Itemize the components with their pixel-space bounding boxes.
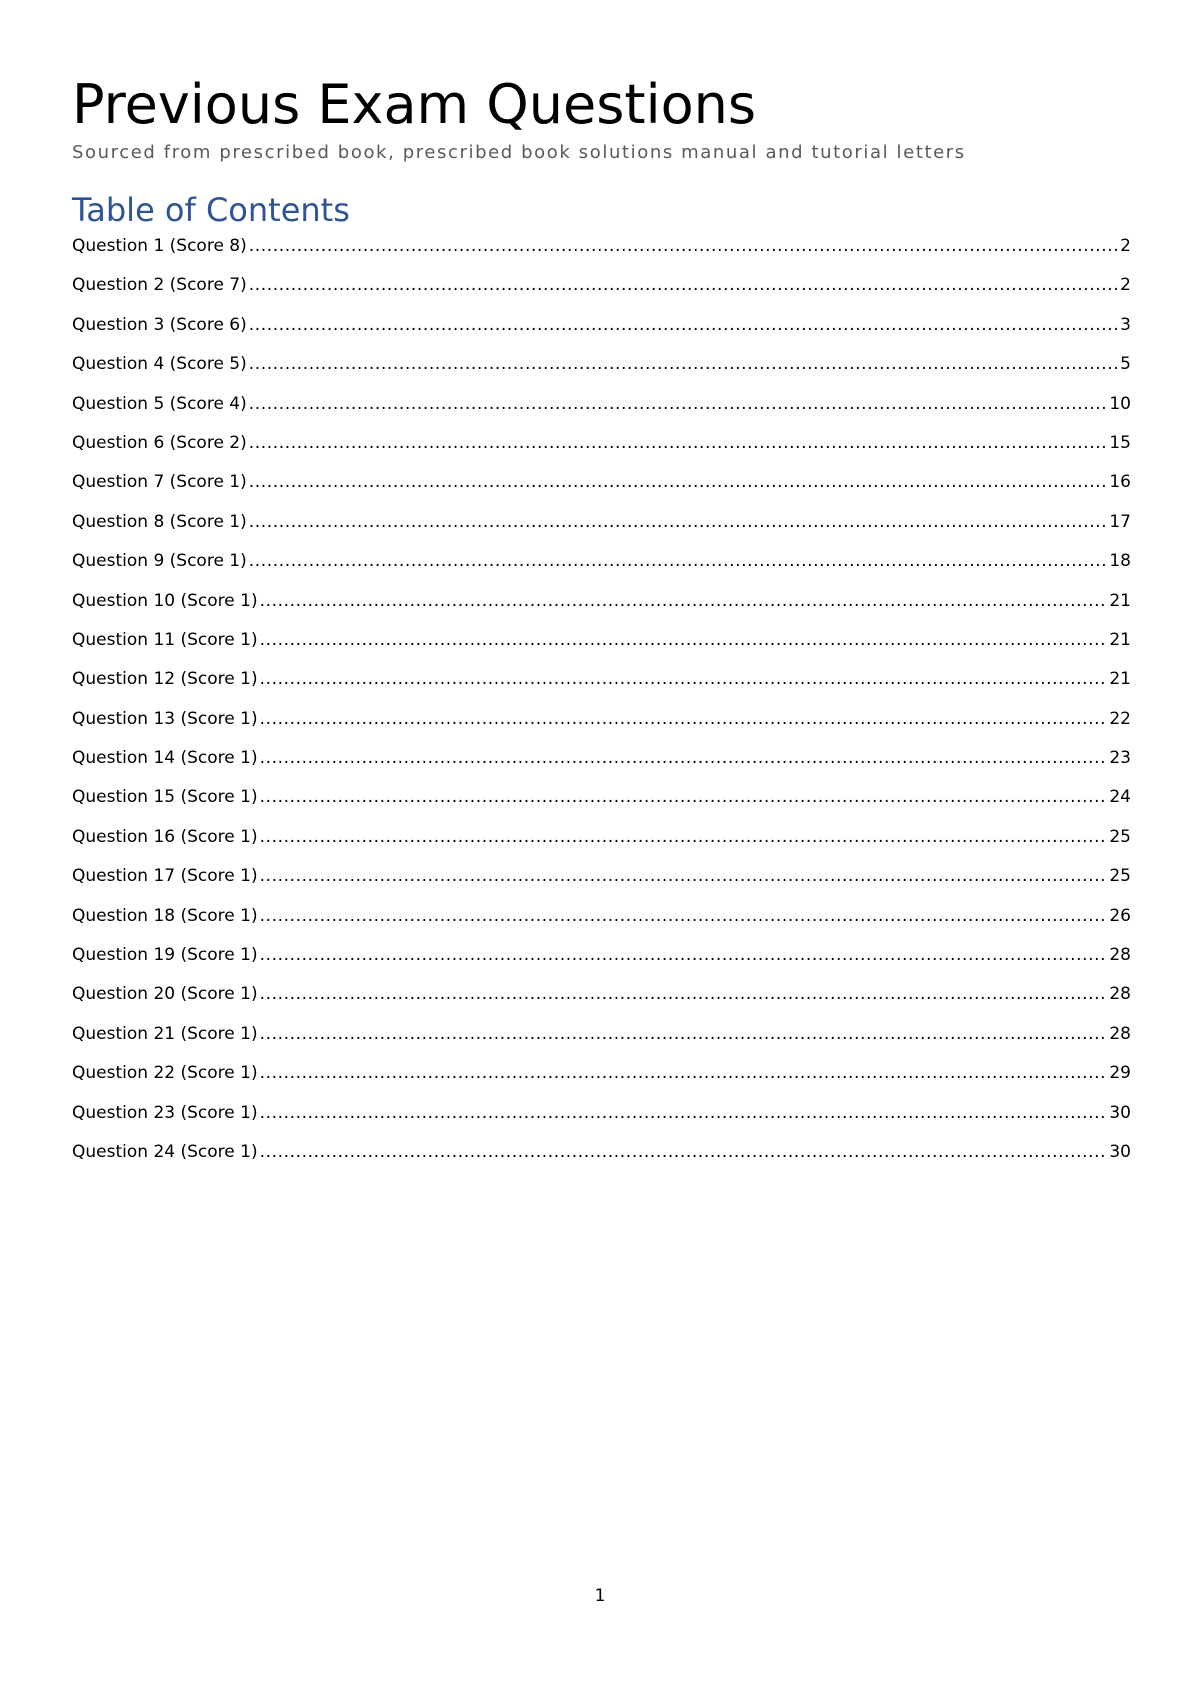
toc-entry[interactable]: [72, 391, 1131, 430]
toc-entry-page-number[interactable]: 30: [1109, 1141, 1131, 1162]
toc-dot-leader: [260, 1021, 1108, 1047]
toc-entry[interactable]: [72, 272, 1131, 311]
toc-entry-label[interactable]: Question 23 (Score 1): [72, 1102, 258, 1123]
toc-entry-page-number[interactable]: 17: [1109, 511, 1131, 532]
toc-dot-leader: [260, 1100, 1108, 1126]
toc-dot-leader: [249, 548, 1108, 574]
toc-dot-leader: [260, 784, 1108, 810]
toc-entry-label[interactable]: Question 10 (Score 1): [72, 590, 258, 611]
toc-dot-leader: [249, 469, 1108, 495]
toc-entry-label[interactable]: Question 18 (Score 1): [72, 905, 258, 926]
toc-entry-page-number[interactable]: 21: [1109, 629, 1131, 650]
toc-entry-label[interactable]: Question 19 (Score 1): [72, 945, 258, 966]
toc-entry-label[interactable]: Question 12 (Score 1): [72, 669, 258, 690]
toc-entry[interactable]: [72, 1021, 1131, 1060]
toc-dot-leader: [249, 391, 1108, 417]
toc-entry[interactable]: [72, 588, 1131, 627]
toc-entry-label[interactable]: Question 11 (Score 1): [72, 629, 258, 650]
toc-dot-leader: [260, 706, 1108, 732]
toc-entry-label[interactable]: Question 14 (Score 1): [72, 748, 258, 769]
toc-entry-page-number[interactable]: 26: [1109, 905, 1131, 926]
toc-entry[interactable]: [72, 509, 1131, 548]
toc-dot-leader: [260, 903, 1108, 929]
toc-dot-leader: [260, 666, 1108, 692]
toc-entry-page-number[interactable]: 21: [1109, 669, 1131, 690]
toc-entry-label[interactable]: Question 2 (Score 7): [72, 275, 247, 296]
toc-dot-leader: [249, 430, 1108, 456]
toc-entry-label[interactable]: Question 5 (Score 4): [72, 393, 247, 414]
toc-entry-label[interactable]: Question 17 (Score 1): [72, 866, 258, 887]
toc-entry[interactable]: [72, 981, 1131, 1020]
toc-entry-label[interactable]: Question 20 (Score 1): [72, 984, 258, 1005]
toc-entry-label[interactable]: Question 7 (Score 1): [72, 472, 247, 493]
toc-dot-leader: [249, 351, 1118, 377]
toc-entry[interactable]: [72, 942, 1131, 981]
page-number: 1: [594, 1586, 606, 1606]
toc-dot-leader: [249, 509, 1108, 535]
toc-entry-page-number[interactable]: 29: [1109, 1063, 1131, 1084]
toc-entry-label[interactable]: Question 3 (Score 6): [72, 314, 247, 335]
toc-dot-leader: [260, 942, 1108, 968]
toc-entry-page-number[interactable]: 28: [1109, 945, 1131, 966]
toc-entry-label[interactable]: Question 1 (Score 8): [72, 236, 247, 256]
toc-entry-label[interactable]: Question 21 (Score 1): [72, 1023, 258, 1044]
toc-entry[interactable]: [72, 1100, 1131, 1139]
toc-heading: Table of Contents: [72, 191, 350, 229]
toc-entry-page-number[interactable]: 25: [1109, 866, 1131, 887]
document-title: Previous Exam Questions: [72, 73, 756, 136]
toc-entry[interactable]: [72, 824, 1131, 863]
toc-dot-leader: [260, 1060, 1108, 1086]
toc-entry[interactable]: [72, 430, 1131, 469]
toc-entry[interactable]: [72, 784, 1131, 823]
toc-dot-leader: [260, 863, 1108, 889]
table-of-contents: [72, 233, 1131, 1178]
toc-entry[interactable]: [72, 548, 1131, 587]
toc-dot-leader: [249, 312, 1118, 338]
toc-entry[interactable]: [72, 351, 1131, 390]
toc-entry-page-number[interactable]: 22: [1109, 708, 1131, 729]
toc-entry-label[interactable]: Question 6 (Score 2): [72, 432, 247, 453]
toc-entry-label[interactable]: Question 9 (Score 1): [72, 551, 247, 572]
toc-entry-page-number[interactable]: 5: [1120, 354, 1131, 375]
toc-entry-page-number[interactable]: 2: [1120, 275, 1131, 296]
toc-entry[interactable]: [72, 469, 1131, 508]
toc-dot-leader: [260, 1139, 1108, 1165]
toc-entry[interactable]: [72, 903, 1131, 942]
toc-entry[interactable]: [72, 233, 1131, 272]
toc-entry-page-number[interactable]: 21: [1109, 590, 1131, 611]
toc-entry[interactable]: [72, 627, 1131, 666]
toc-entry-page-number[interactable]: 28: [1109, 1023, 1131, 1044]
toc-entry[interactable]: [72, 1139, 1131, 1178]
toc-entry[interactable]: [72, 312, 1131, 351]
toc-entry[interactable]: [72, 863, 1131, 902]
toc-dot-leader: [249, 233, 1118, 259]
toc-dot-leader: [260, 981, 1108, 1007]
toc-entry[interactable]: [72, 666, 1131, 705]
toc-entry-page-number[interactable]: 24: [1109, 787, 1131, 808]
toc-entry-page-number[interactable]: 15: [1109, 432, 1131, 453]
toc-entry-page-number[interactable]: 3: [1120, 314, 1131, 335]
toc-dot-leader: [249, 272, 1118, 298]
toc-dot-leader: [260, 745, 1108, 771]
toc-entry-label[interactable]: Question 24 (Score 1): [72, 1141, 258, 1162]
toc-dot-leader: [260, 588, 1108, 614]
toc-entry-label[interactable]: Question 8 (Score 1): [72, 511, 247, 532]
toc-entry-page-number[interactable]: 25: [1109, 826, 1131, 847]
toc-entry-page-number[interactable]: 10: [1109, 393, 1131, 414]
toc-entry-page-number[interactable]: 28: [1109, 984, 1131, 1005]
toc-entry-label[interactable]: Question 16 (Score 1): [72, 826, 258, 847]
toc-entry-page-number[interactable]: 23: [1109, 748, 1131, 769]
document-subtitle: Sourced from prescribed book, prescribed book solutions manual and tutorial letters: [72, 142, 966, 163]
toc-entry-label[interactable]: Question 13 (Score 1): [72, 708, 258, 729]
toc-entry-page-number[interactable]: 16: [1109, 472, 1131, 493]
toc-entry-label[interactable]: Question 4 (Score 5): [72, 354, 247, 375]
toc-entry[interactable]: [72, 745, 1131, 784]
toc-entry-page-number[interactable]: 18: [1109, 551, 1131, 572]
toc-entry[interactable]: [72, 1060, 1131, 1099]
toc-entry-page-number[interactable]: 2: [1120, 236, 1131, 256]
toc-entry-label[interactable]: Question 22 (Score 1): [72, 1063, 258, 1084]
toc-entry-label[interactable]: Question 15 (Score 1): [72, 787, 258, 808]
toc-dot-leader: [260, 627, 1108, 653]
toc-entry[interactable]: [72, 706, 1131, 745]
toc-dot-leader: [260, 824, 1108, 850]
toc-entry-page-number[interactable]: 30: [1109, 1102, 1131, 1123]
